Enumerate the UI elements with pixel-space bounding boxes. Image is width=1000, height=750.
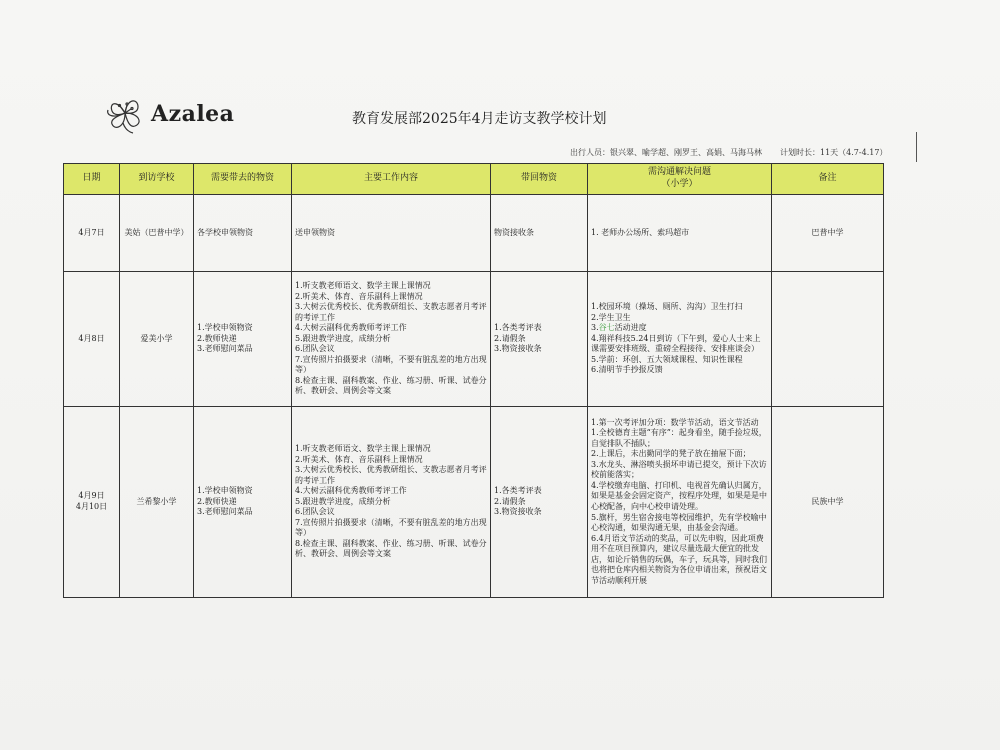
header-bring: 需要带去的物资 xyxy=(194,164,292,195)
row-bring: 各学校申领物资 xyxy=(194,195,292,272)
row-issues: 1. 老师办公场所、索玛超市 xyxy=(588,195,772,272)
table-row xyxy=(64,272,884,407)
header-date: 日期 xyxy=(64,164,120,195)
document-title: 教育发展部2025年4月走访支教学校计划 xyxy=(352,111,607,127)
header-school: 到访学校 xyxy=(120,164,194,195)
row-date: 4月9日 4月10日 xyxy=(64,407,120,598)
azalea-logo xyxy=(103,92,243,136)
row-issues: 1.校园环境（操场、厕所、沟沟）卫生打扫 2.学生卫生 3.谷七活动进度 4.翔祥科技5.24日到访（下午到，爱心人士来上课需要安排班级、重磅全程接待、安排座谈会） 5.学前：环创、五大领域课程、知识性课程 6.清明节手抄报反馈 xyxy=(588,272,772,407)
row-bring: 1.学校申领物资 2.教师快递 3.老师慰问菜品 xyxy=(194,272,292,407)
row-school: 兰希黎小学 xyxy=(120,407,194,598)
row-bring-back: 物资接收条 xyxy=(491,195,588,272)
logo-text: Azalea xyxy=(151,101,235,127)
plan-duration: 计划时长：11天（4.7-4.17） xyxy=(780,148,888,157)
row-bring-back: 1.各类考评表 2.请假条 3.物资接收条 xyxy=(491,272,588,407)
header-bring-back: 带回物资 xyxy=(491,164,588,195)
margin-line xyxy=(916,132,917,162)
header-issues: 需沟通解决问题 （小学） xyxy=(588,164,772,195)
header-work: 主要工作内容 xyxy=(292,164,491,195)
table-row xyxy=(64,407,884,598)
staff-list: 出行人员：银兴翠、喻学超、刚罗王、高娟、马海马林 xyxy=(570,148,762,157)
row-work: 1.听支教老师语文、数学主课上课情况 2.听美术、体育、音乐副科上课情况 3.大树云优秀校长、优秀教研组长、支教志愿者月考评的考评工作 4.大树云副科优秀教师考评工作 5.跟进教学进度，成绩分析 6.团队会议 7.宣传照片拍摄要求（清晰，不要有脏乱差的地方出现等） 8.检查主课、副科教案、作业、练习册、听课、试卷分析、教研会、周例会等文案 xyxy=(292,272,491,407)
travel-meta xyxy=(570,147,887,158)
table-row xyxy=(64,195,884,272)
row-issues: 1.第一次考评加分项：数学节活动，语文节活动 1.全校德育主题“有序”：起身看坐，随手捡垃圾，自觉排队不插队； 2.上课后，未出勤同学的凳子放在抽屉下面； 3.水龙头、淋浴喷头损坏申请已提交，预计下次访校前能落实； 4.学校缴弃电脑、打印机、电视首先确认归属方，如果是基金会固定资产，按程序处理，如果是是中心校配备，向中心校申请处理。 5.旗杆，男生宿舍接电等校园维护，先有学校喻中心校沟通，如果沟通无果，由基金会沟通。 6.4月语文节活动的奖品，可以先申购，因此项费用不在项目预算内，建议尽量选最大便宜的批发店，如论斤销售的玩偶，车子，玩具等，同时我们也将把仓库内相关物资为各位申请出来，预祝语文节活动顺利开展 xyxy=(588,407,772,598)
row-school: 美姑（巴普中学） xyxy=(120,195,194,272)
table-header-row xyxy=(64,164,884,195)
row-school: 爱美小学 xyxy=(120,272,194,407)
row-note: 民族中学 xyxy=(772,407,884,598)
row-bring: 1.学校申领物资 2.教师快递 3.老师慰问菜品 xyxy=(194,407,292,598)
visit-plan-table xyxy=(63,163,884,598)
row-note: 巴普中学 xyxy=(772,195,884,272)
row-note xyxy=(772,272,884,407)
header-note: 备注 xyxy=(772,164,884,195)
azalea-flower-icon xyxy=(103,93,147,135)
row-date: 4月8日 xyxy=(64,272,120,407)
row-work: 送申领物资 xyxy=(292,195,491,272)
row-bring-back: 1.各类考评表 2.请假条 3.物资接收条 xyxy=(491,407,588,598)
row-work: 1.听支教老师语文、数学主课上课情况 2.听美术、体育、音乐副科上课情况 3.大树云优秀校长、优秀教研组长、支教志愿者月考评的考评工作 4.大树云副科优秀教师考评工作 5.跟进教学进度，成绩分析 6.团队会议 7.宣传照片拍摄要求（清晰，不要有脏乱差的地方出现等） 8.检查主课、副科教案、作业、练习册、听课、试卷分析、教研会、周例会等文案 xyxy=(292,407,491,598)
row-date: 4月7日 xyxy=(64,195,120,272)
